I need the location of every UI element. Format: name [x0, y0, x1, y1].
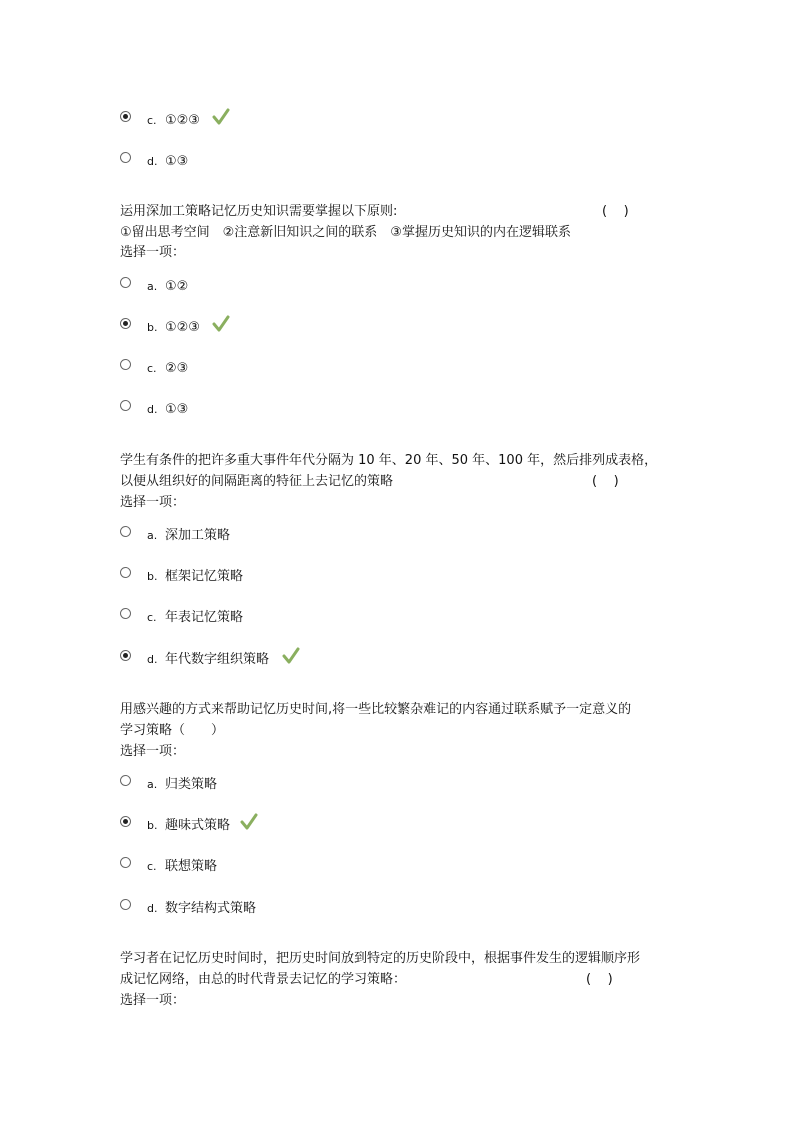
option-text: ①③	[165, 402, 189, 417]
radio-button[interactable]	[120, 816, 131, 827]
check-icon	[212, 315, 230, 333]
option-letter: c.	[147, 860, 157, 873]
option-row[interactable]	[120, 857, 420, 879]
check-icon	[282, 647, 300, 665]
option-text: ①③	[165, 154, 189, 169]
question-text: 运用深加工策略记忆历史知识需要掌握以下原则:	[120, 204, 398, 219]
question-text: ①留出思考空间 ②注意新旧知识之间的联系 ③掌握历史知识的内在逻辑联系	[120, 225, 571, 240]
question-text: 学习策略（ ）	[120, 723, 225, 738]
option-letter: a.	[147, 529, 158, 542]
option-row[interactable]	[120, 400, 420, 422]
radio-button[interactable]	[120, 111, 131, 122]
option-row[interactable]	[120, 526, 420, 548]
option-text: ②③	[165, 361, 189, 376]
option-text: ①②③	[165, 320, 200, 335]
option-row[interactable]	[120, 111, 420, 133]
option-row[interactable]	[120, 608, 420, 630]
option-row[interactable]	[120, 650, 420, 672]
radio-button[interactable]	[120, 152, 131, 163]
radio-button[interactable]	[120, 567, 131, 578]
radio-button[interactable]	[120, 277, 131, 288]
question-text: 成记忆网络，由总的时代背景去记忆的学习策略：	[120, 972, 407, 987]
option-letter: c.	[147, 362, 157, 375]
radio-button[interactable]	[120, 359, 131, 370]
radio-button[interactable]	[120, 775, 131, 786]
option-letter: d.	[147, 155, 158, 168]
option-text: 联想策略	[165, 859, 218, 874]
question-text: 以便从组织好的间隔距离的特征上去记忆的策略	[120, 474, 394, 489]
choose-one-label: 选择一项：	[120, 495, 186, 510]
option-letter: b.	[147, 570, 158, 583]
option-letter: b.	[147, 321, 158, 334]
option-letter: a.	[147, 778, 158, 791]
option-text: 数字结构式策略	[165, 901, 257, 916]
option-row[interactable]	[120, 775, 420, 797]
option-row[interactable]	[120, 152, 420, 174]
option-letter: d.	[147, 403, 158, 416]
option-row[interactable]	[120, 567, 420, 589]
option-letter: d.	[147, 653, 158, 666]
option-row[interactable]	[120, 318, 420, 340]
option-text: 年代数字组织策略	[165, 652, 270, 667]
answer-parentheses: ( )	[602, 204, 629, 219]
option-letter: b.	[147, 819, 158, 832]
question-text: 学生有条件的把许多重大事件年代分隔为 10 年、20 年、50 年、100 年，然后排列成表格，	[120, 453, 658, 468]
radio-button[interactable]	[120, 318, 131, 329]
answer-parentheses: ( )	[592, 474, 619, 489]
option-letter: c.	[147, 611, 157, 624]
choose-one-label: 选择一项：	[120, 993, 186, 1008]
option-text: 年表记忆策略	[165, 610, 244, 625]
question-text: 用感兴趣的方式来帮助记忆历史时间,将一些比较繁杂难记的内容通过联系赋予一定意义的	[120, 702, 632, 717]
option-row[interactable]	[120, 816, 420, 838]
option-text: 深加工策略	[165, 528, 231, 543]
radio-button[interactable]	[120, 650, 131, 661]
option-row[interactable]	[120, 359, 420, 381]
choose-one-label: 选择一项：	[120, 744, 186, 759]
option-row[interactable]	[120, 277, 420, 299]
radio-button[interactable]	[120, 899, 131, 910]
option-text: 归类策略	[165, 777, 218, 792]
option-letter: d.	[147, 902, 158, 915]
option-text: 趣味式策略	[165, 818, 231, 833]
check-icon	[240, 813, 258, 831]
radio-button[interactable]	[120, 400, 131, 411]
question-text: 学习者在记忆历史时间时，把历史时间放到特定的历史阶段中，根据事件发生的逻辑顺序形	[120, 951, 641, 966]
radio-button[interactable]	[120, 526, 131, 537]
answer-parentheses: ( )	[586, 972, 613, 987]
radio-button[interactable]	[120, 857, 131, 868]
option-letter: c.	[147, 114, 157, 127]
choose-one-label: 选择一项：	[120, 245, 186, 260]
option-row[interactable]	[120, 899, 420, 921]
option-text: ①②③	[165, 113, 200, 128]
option-text: ①②	[165, 279, 189, 294]
option-letter: a.	[147, 280, 158, 293]
radio-button[interactable]	[120, 608, 131, 619]
option-text: 框架记忆策略	[165, 569, 244, 584]
check-icon	[212, 108, 230, 126]
